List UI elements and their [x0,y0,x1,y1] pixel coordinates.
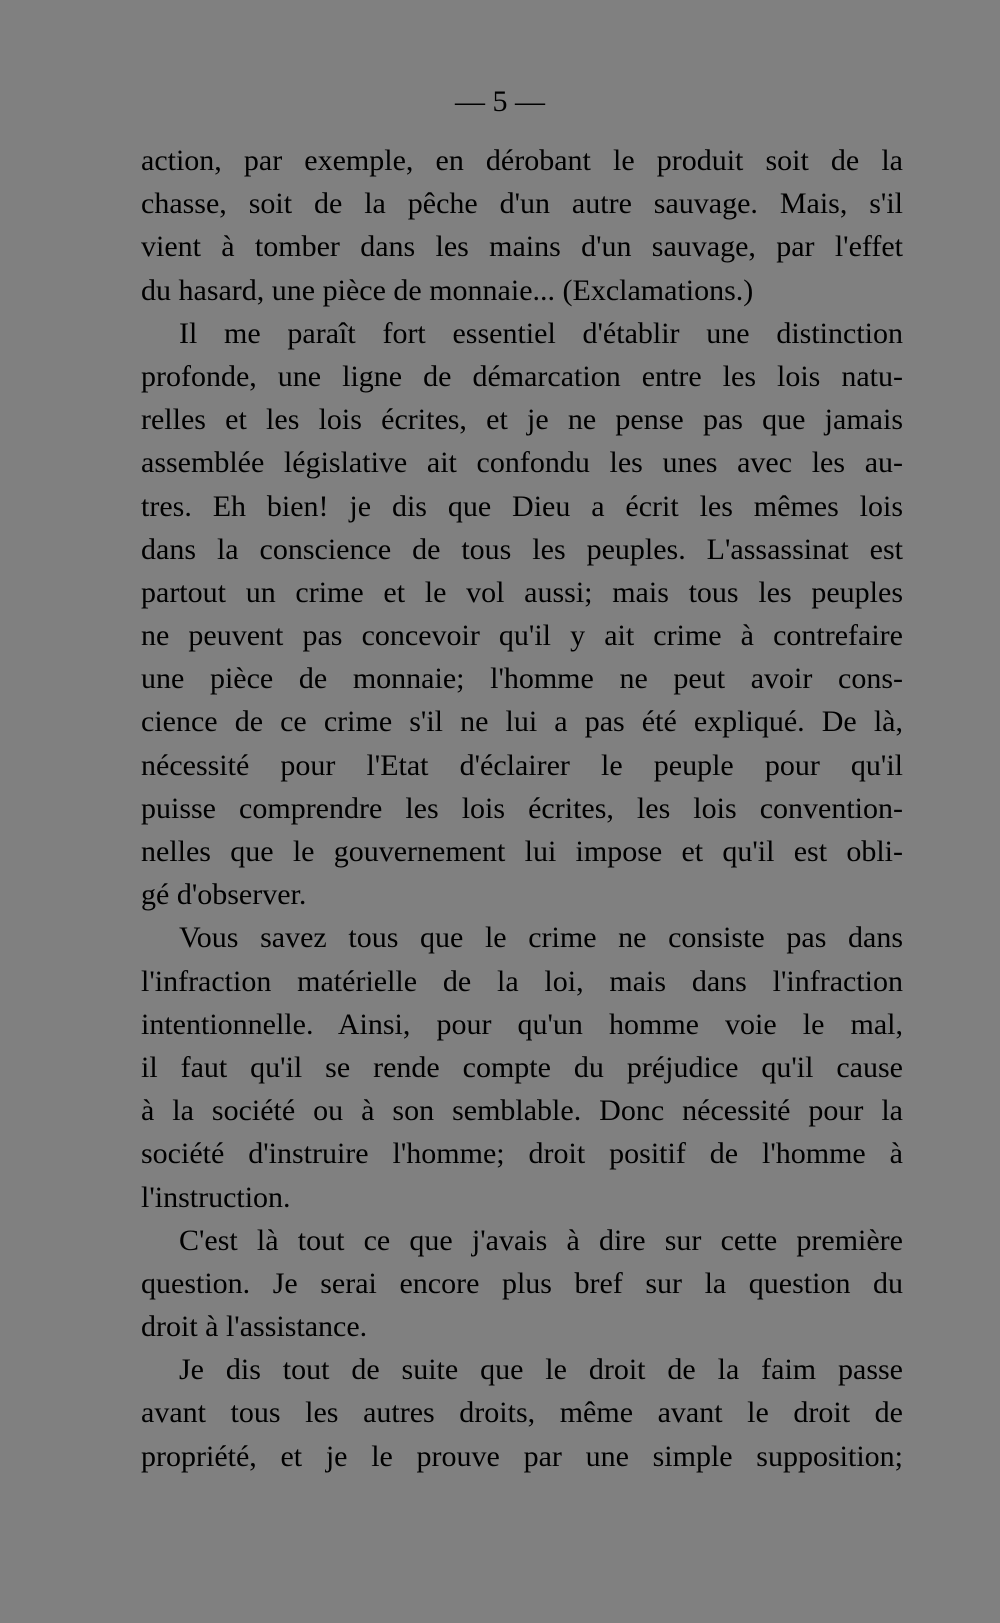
text-line: à la société ou à son semblable. Donc nécessité pour la [141,1094,903,1128]
text-line: droit à l'assistance. [141,1310,368,1344]
text-line: l'instruction. [141,1180,291,1214]
body-text [141,139,903,1478]
text-line: nécessité pour l'Etat d'éclairer le peuple pour qu'il [141,748,903,782]
text-line: du hasard, une pièce de monnaie... (Exclamations.) [141,273,754,307]
text-line: gé d'observer. [141,878,307,912]
text-line: intentionnelle. Ainsi, pour qu'un homme voie le mal, [141,1007,903,1041]
text-line: Il me paraît fort essentiel d'établir une distinction [179,316,903,350]
text-line: vient à tomber dans les mains d'un sauvage, par l'effet [141,230,903,264]
text-line: C'est là tout ce que j'avais à dire sur cette première [179,1223,903,1257]
text-line: relles et les lois écrites, et je ne pense pas que jamais [141,403,903,437]
text-line: Vous savez tous que le crime ne consiste pas dans [179,921,903,955]
text-line: assemblée législative ait confondu les unes avec les au- [141,446,903,480]
text-line: société d'instruire l'homme; droit positif de l'homme à [141,1137,903,1171]
text-line: dans la conscience de tous les peuples. L'assassinat est [141,532,903,566]
text-line: profonde, une ligne de démarcation entre les lois natu- [141,359,903,393]
text-line: chasse, soit de la pêche d'un autre sauvage. Mais, s'il [141,187,903,221]
text-line: puisse comprendre les lois écrites, les lois convention- [141,791,903,825]
text-line: question. Je serai encore plus bref sur la question du [141,1266,903,1300]
text-line: nelles que le gouvernement lui impose et qu'il est obli- [141,835,903,868]
text-line: il faut qu'il se rende compte du préjudice qu'il cause [141,1050,903,1084]
text-line: Je dis tout de suite que le droit de la faim passe [179,1353,903,1387]
text-line: cience de ce crime s'il ne lui a pas été expliqué. De là, [141,705,903,739]
text-line: ne peuvent pas concevoir qu'il y ait crime à contrefaire [141,619,903,653]
text-line: une pièce de monnaie; l'homme ne peut avoir cons- [141,662,903,696]
text-line: propriété, et je le prouve par une simple supposition; [141,1439,903,1473]
text-line: partout un crime et le vol aussi; mais tous les peuples [141,575,903,609]
page-number: — 5 — [455,85,545,118]
text-line: action, par exemple, en dérobant le produit soit de la [141,144,903,177]
text-line: tres. Eh bien! je dis que Dieu a écrit les mêmes lois [141,489,903,523]
text-line: avant tous les autres droits, même avant le droit de [141,1396,903,1430]
text-line: l'infraction matérielle de la loi, mais dans l'infraction [141,964,903,998]
